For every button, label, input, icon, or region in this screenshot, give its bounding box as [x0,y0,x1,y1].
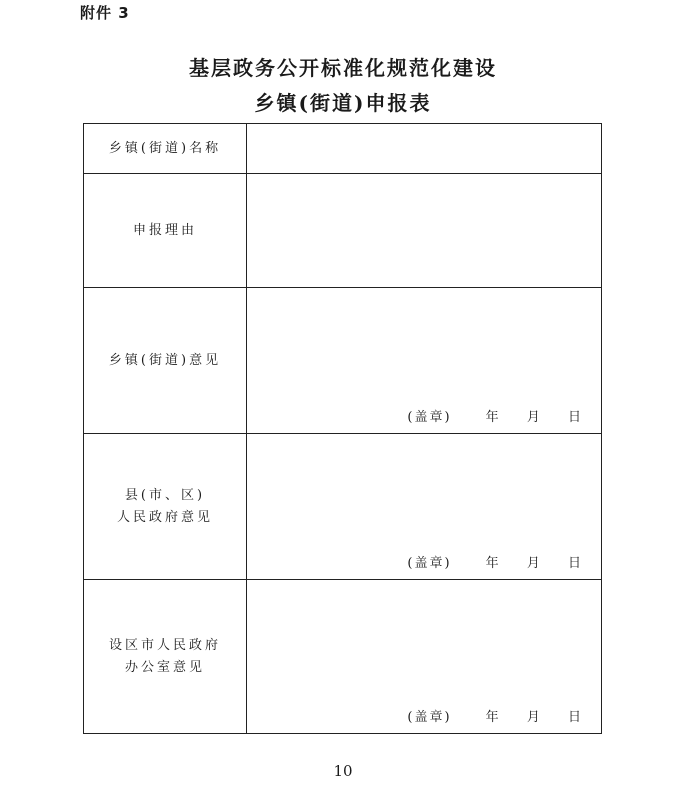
year-label: 年 [485,710,501,725]
form-row-city-office-opinion [84,580,602,734]
form-subtitle: 乡镇(街道)申报表 [254,91,432,115]
signature-line [407,552,583,571]
year-label: 年 [485,410,501,425]
row-label [84,174,247,288]
row-label [84,288,247,434]
city-office-opinion-field[interactable] [247,580,602,734]
page-number: 10 [333,762,353,780]
label-line: 设区市人民政府 [108,637,221,653]
township-name-field[interactable] [247,124,602,174]
form-row-township-opinion [84,288,602,434]
attachment-label: 附件 3 [80,4,130,22]
application-form-table [83,123,602,734]
year-label: 年 [485,556,501,571]
label-line: 县(市、区) [124,487,206,503]
row-label [84,580,247,734]
seal-label: (盖章) [407,410,452,425]
label-line: 办公室意见 [124,659,205,675]
row-label [84,434,247,580]
label-line: 人民政府意见 [116,509,213,525]
form-row-county-opinion [84,434,602,580]
day-label: 日 [567,556,583,571]
month-label: 月 [526,556,542,571]
form-title: 基层政务公开标准化规范化建设 [189,56,497,80]
day-label: 日 [567,410,583,425]
signature-line [407,706,583,725]
seal-label: (盖章) [407,710,452,725]
county-opinion-field[interactable] [247,434,602,580]
signature-line [407,406,583,425]
form-row-township-name [84,124,602,174]
township-opinion-field[interactable] [247,288,602,434]
reason-field[interactable] [247,174,602,288]
label-line: 乡镇(街道)名称 [108,140,222,156]
month-label: 月 [526,410,542,425]
row-label [84,124,247,174]
day-label: 日 [567,710,583,725]
form-row-reason [84,174,602,288]
label-line: 申报理由 [132,222,197,238]
seal-label: (盖章) [407,556,452,571]
label-line: 乡镇(街道)意见 [108,352,222,368]
month-label: 月 [526,710,542,725]
